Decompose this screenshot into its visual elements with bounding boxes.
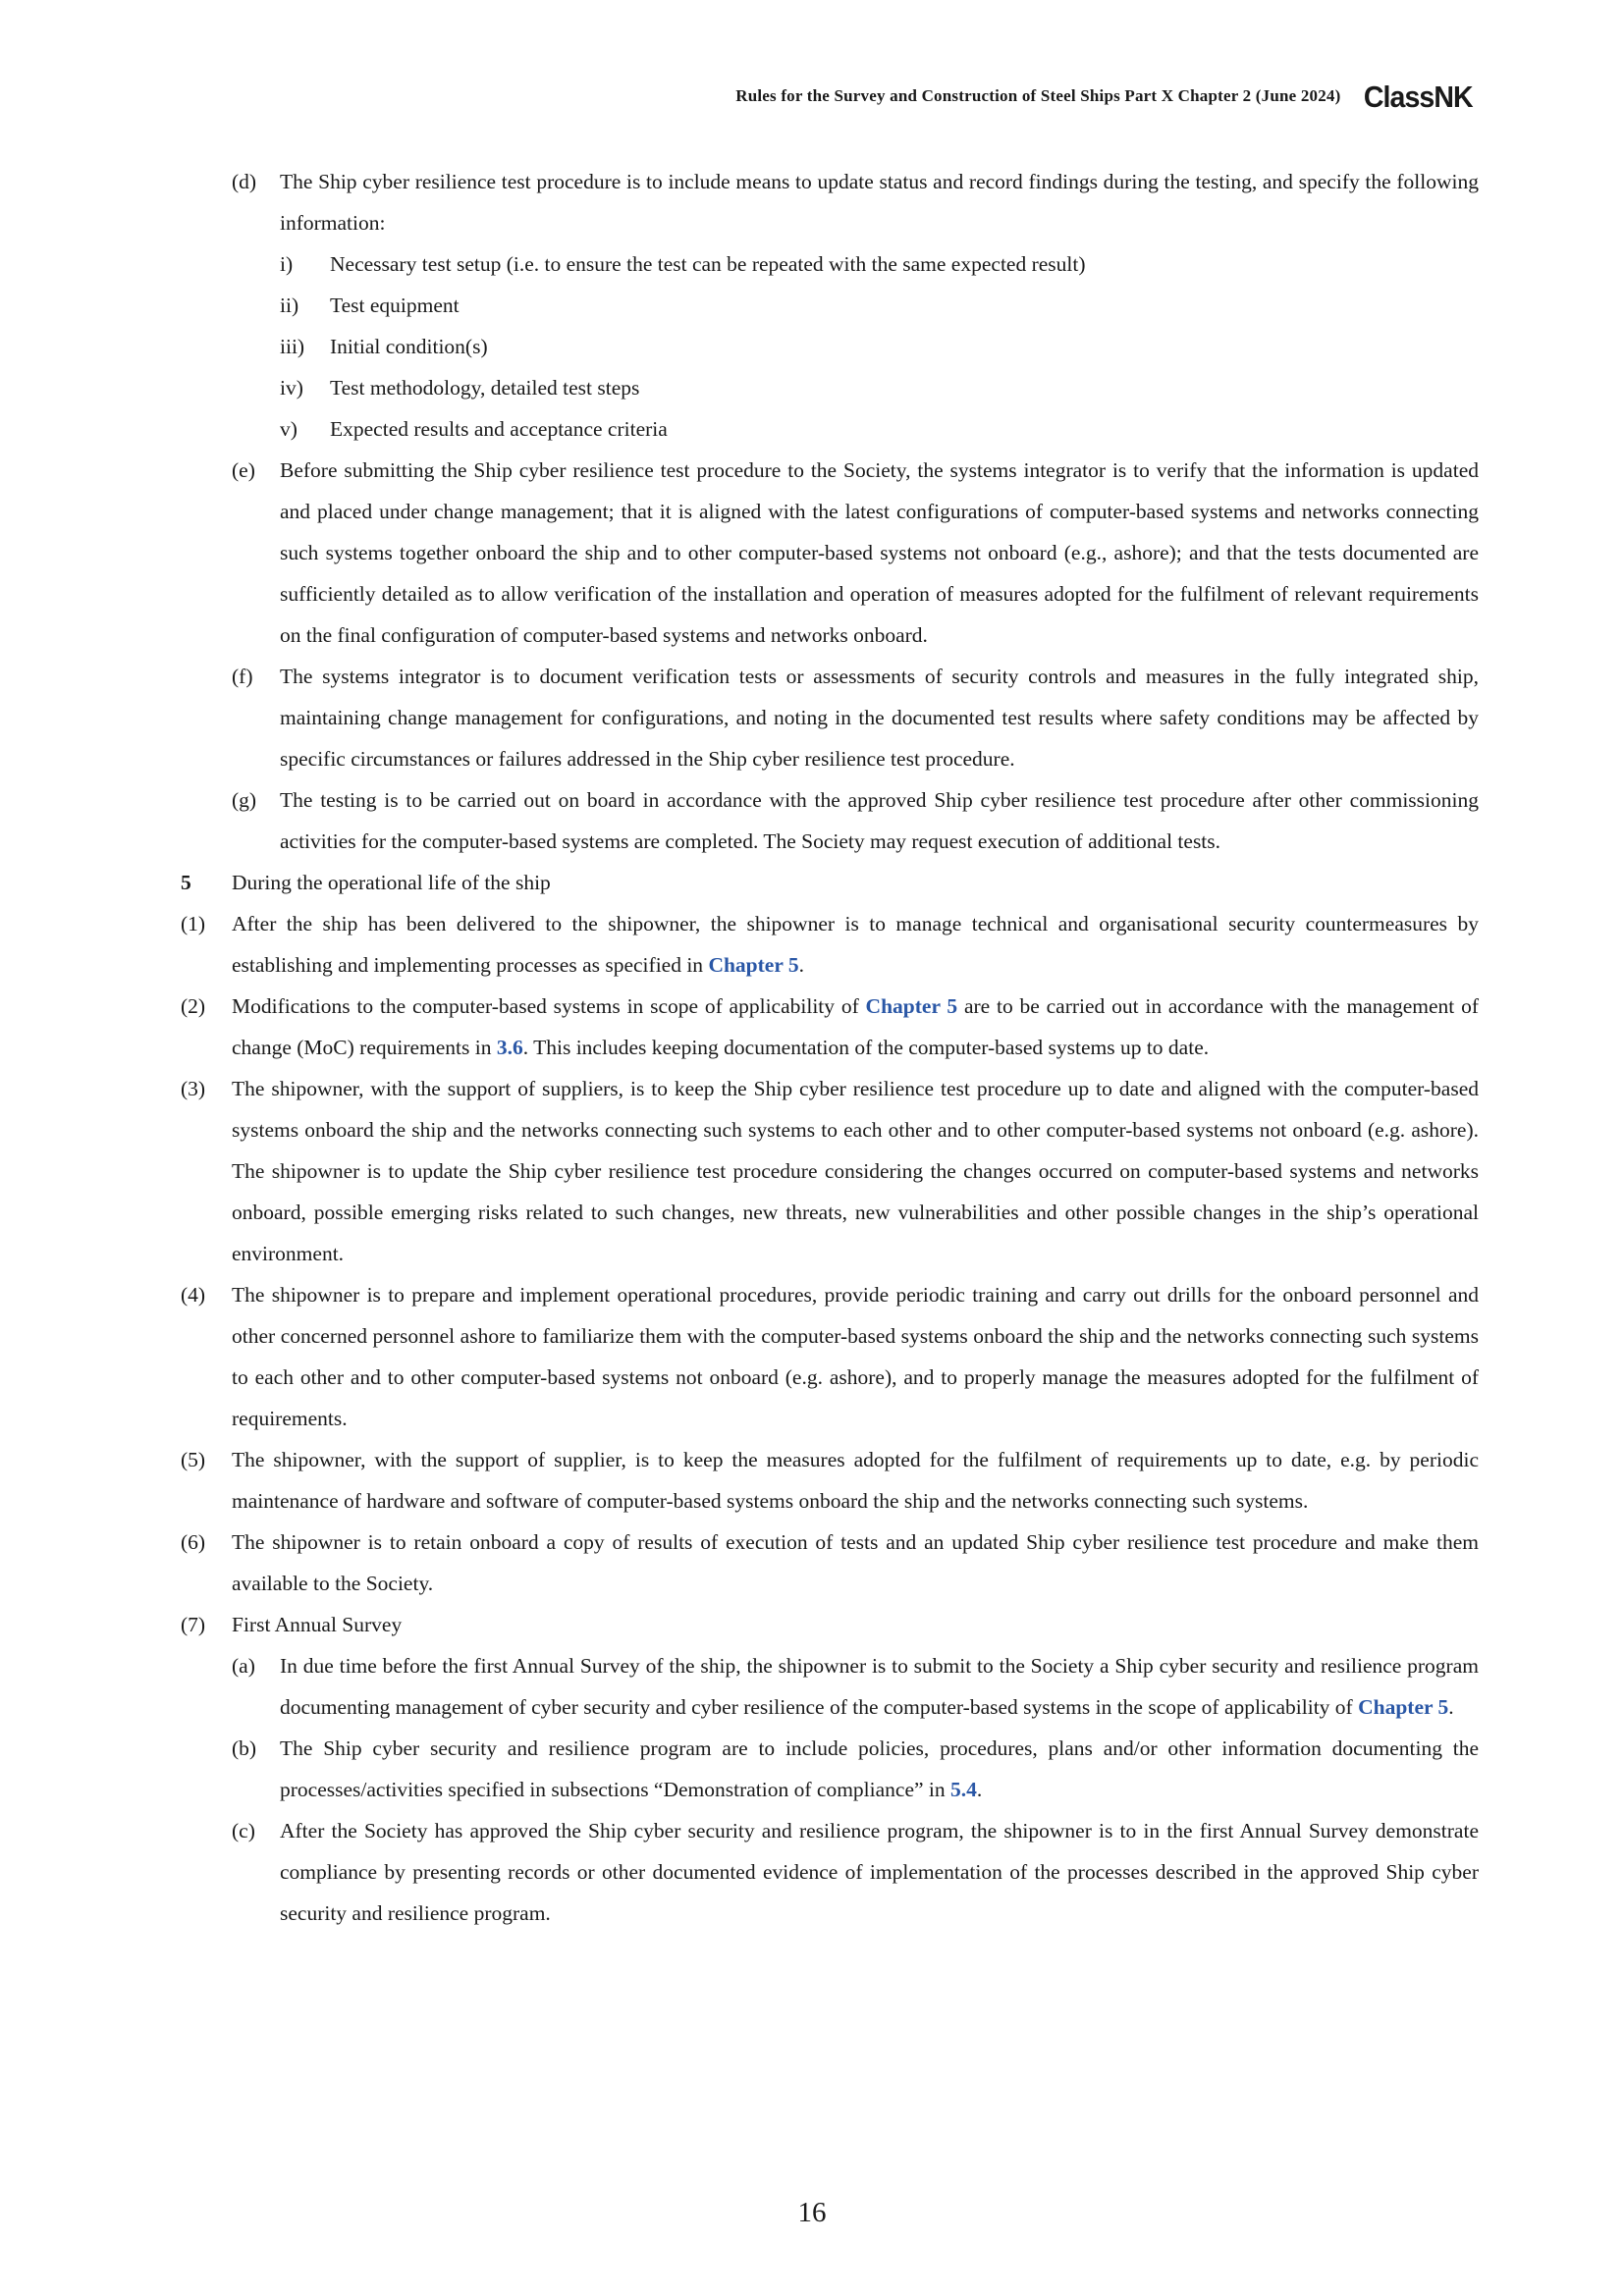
item-label: (d) bbox=[232, 170, 257, 193]
item-text bbox=[280, 1728, 1479, 1810]
subitem-iii bbox=[0, 326, 1624, 367]
para-label: (3) bbox=[181, 1077, 206, 1100]
para-text bbox=[232, 903, 1479, 986]
item-label: (a) bbox=[232, 1654, 255, 1678]
document-body bbox=[0, 161, 1624, 1934]
page-number: 16 bbox=[797, 2197, 827, 2228]
subitem-ii bbox=[0, 285, 1624, 326]
para-7-item-c bbox=[0, 1810, 1624, 1934]
para-label: (4) bbox=[181, 1283, 206, 1307]
subitem-label: iii) bbox=[280, 335, 305, 358]
item-label: (f) bbox=[232, 665, 253, 688]
header-title: Rules for the Survey and Construction of Steel Ships Part X Chapter 2 (June 2024) bbox=[735, 86, 1341, 105]
item-text-part: . bbox=[1448, 1695, 1454, 1719]
para-7-item-a bbox=[0, 1645, 1624, 1728]
subitem-label: v) bbox=[280, 417, 298, 441]
section-3-6-link[interactable]: 3.6 bbox=[496, 1036, 523, 1059]
subitem-text: Test methodology, detailed test steps bbox=[330, 376, 640, 400]
para-label: (1) bbox=[181, 912, 206, 935]
para-text: The shipowner is to retain onboard a copy of results of execution of tests and an updated Ship cyber resilience test procedure and make them available to the Society. bbox=[232, 1530, 1479, 1595]
subitem-text: Test equipment bbox=[330, 294, 460, 317]
item-label: (b) bbox=[232, 1736, 257, 1760]
subitem-label: ii) bbox=[280, 294, 299, 317]
para-text-part: . This includes keeping documentation of the computer-based systems up to date. bbox=[522, 1036, 1210, 1059]
running-header bbox=[167, 77, 1477, 116]
para-text-part: . bbox=[798, 953, 804, 977]
section-5-4-link[interactable]: 5.4 bbox=[950, 1778, 977, 1801]
section-5-heading bbox=[0, 862, 1624, 903]
para-text: The shipowner, with the support of supplier, is to keep the measures adopted for the fulfilment of requirements up to date, e.g. by periodic maintenance of hardware and software of computer-based systems onboard the ship and the networks connecting such systems. bbox=[232, 1448, 1479, 1513]
para-2 bbox=[0, 986, 1624, 1068]
para-text bbox=[232, 986, 1479, 1068]
item-g bbox=[0, 779, 1624, 862]
para-text-part: are to be carried out in accordance with the management of change (MoC) requirements in bbox=[232, 994, 1479, 1059]
item-text: After the Society has approved the Ship cyber security and resilience program, the shipowner is to in the first Annual Survey demonstrate compliance by presenting records or other documented evidence of implementation of the processes described in the approved Ship cyber security and resilience program. bbox=[280, 1819, 1479, 1925]
item-text-part: The Ship cyber security and resilience program are to include policies, procedures, plans and/or other information documenting the processes/activities specified in subsections “Demonstration of compliance” in bbox=[280, 1736, 1479, 1801]
chapter-5-link[interactable]: Chapter 5 bbox=[708, 953, 799, 977]
para-5 bbox=[0, 1439, 1624, 1522]
item-text: The systems integrator is to document verification tests or assessments of security controls and measures in the fully integrated ship, maintaining change management for configurations, and noting in the documented test results where safety conditions may be affected by specific circumstances or failures addressed in the Ship cyber resilience test procedure. bbox=[280, 665, 1479, 771]
subitem-label: i) bbox=[280, 252, 294, 276]
para-label: (5) bbox=[181, 1448, 206, 1471]
chapter-5-link[interactable]: Chapter 5 bbox=[1358, 1695, 1449, 1719]
item-text: Before submitting the Ship cyber resilience test procedure to the Society, the systems integrator is to verify that the information is updated and placed under change management; that it is aligned with the latest configurations of computer-based systems and networks connecting such systems together onboard the ship and to other computer-based systems not onboard (e.g., ashore); and that the tests documented are sufficiently detailed as to allow verification of the installation and operation of measures adopted for the fulfilment of relevant requirements on the final configuration of computer-based systems and networks onboard. bbox=[280, 458, 1479, 647]
item-e bbox=[0, 450, 1624, 656]
item-text: The testing is to be carried out on board in accordance with the approved Ship cyber resilience test procedure after other commissioning activities for the computer-based systems are completed. The Society may request execution of additional tests. bbox=[280, 788, 1479, 853]
para-label: (7) bbox=[181, 1613, 206, 1636]
classnk-logo: ClassNK bbox=[1363, 79, 1473, 114]
subitem-v bbox=[0, 408, 1624, 450]
subitem-iv bbox=[0, 367, 1624, 408]
para-title: First Annual Survey bbox=[232, 1613, 403, 1636]
para-7-item-b bbox=[0, 1728, 1624, 1810]
item-label: (c) bbox=[232, 1819, 255, 1842]
subitem-text: Necessary test setup (i.e. to ensure the test can be repeated with the same expected result) bbox=[330, 252, 1086, 276]
para-6 bbox=[0, 1522, 1624, 1604]
para-7 bbox=[0, 1604, 1624, 1645]
para-text-part: Modifications to the computer-based systems in scope of applicability of bbox=[232, 994, 866, 1018]
chapter-5-link[interactable]: Chapter 5 bbox=[865, 994, 958, 1018]
para-1 bbox=[0, 903, 1624, 986]
item-d bbox=[0, 161, 1624, 243]
subitem-i bbox=[0, 243, 1624, 285]
section-number: 5 bbox=[181, 871, 191, 894]
item-f bbox=[0, 656, 1624, 779]
subitem-text: Initial condition(s) bbox=[330, 335, 488, 358]
item-label: (g) bbox=[232, 788, 257, 812]
para-text-part: After the ship has been delivered to the shipowner, the shipowner is to manage technical and organisational security countermeasures by establishing and implementing processes as specified in bbox=[232, 912, 1479, 977]
section-title: During the operational life of the ship bbox=[232, 871, 551, 894]
para-4 bbox=[0, 1274, 1624, 1439]
subitem-text: Expected results and acceptance criteria bbox=[330, 417, 668, 441]
para-text: The shipowner, with the support of suppliers, is to keep the Ship cyber resilience test procedure up to date and aligned with the computer-based systems onboard the ship and the networks connecting such systems to each other and to other computer-based systems not onboard (e.g. ashore). The shipowner is to update the Ship cyber resilience test procedure considering the changes occurred on computer-based systems and networks onboard, possible emerging risks related to such changes, new threats, new vulnerabilities and other possible changes in the ship’s operational environment. bbox=[232, 1077, 1479, 1265]
item-text-part: . bbox=[976, 1778, 983, 1801]
para-label: (6) bbox=[181, 1530, 206, 1554]
item-text: The Ship cyber resilience test procedure is to include means to update status and record findings during the testing, and specify the following information: bbox=[280, 170, 1479, 235]
item-label: (e) bbox=[232, 458, 255, 482]
para-3 bbox=[0, 1068, 1624, 1274]
item-text-part: In due time before the first Annual Survey of the ship, the shipowner is to submit to the Society a Ship cyber security and resilience program documenting management of cyber security and cyber resilience of the computer-based systems in the scope of applicability of bbox=[280, 1654, 1479, 1719]
para-text: The shipowner is to prepare and implement operational procedures, provide periodic training and carry out drills for the onboard personnel and other concerned personnel ashore to familiarize them with the computer-based systems onboard the ship and the networks connecting such systems to each other and to other computer-based systems not onboard (e.g. ashore), and to properly manage the measures adopted for the fulfilment of requirements. bbox=[232, 1283, 1479, 1430]
item-text bbox=[280, 1645, 1479, 1728]
subitem-label: iv) bbox=[280, 376, 303, 400]
para-label: (2) bbox=[181, 994, 206, 1018]
